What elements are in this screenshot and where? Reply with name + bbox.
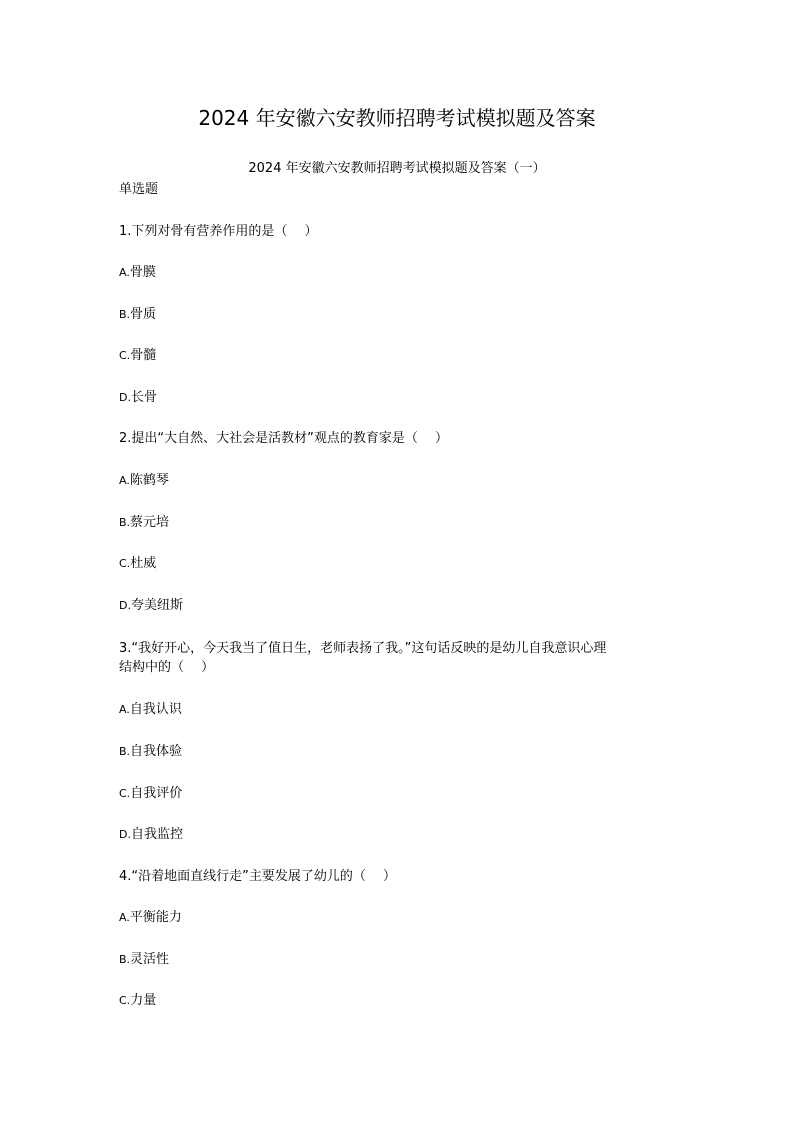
option-text: 陈鹤琴 [129, 473, 169, 488]
question-4-option-a [119, 909, 182, 927]
option-letter: D. [119, 828, 131, 841]
option-letter: A. [119, 266, 130, 279]
option-text: 平衡能力 [129, 910, 182, 925]
question-2-stem: 2.提出“大自然、大社会是活教材”观点的教育家是（ ） [119, 431, 449, 446]
question-3-option-b [119, 743, 182, 761]
question-1-option-b [119, 306, 156, 324]
option-letter: C. [119, 349, 131, 362]
option-text: 杜威 [130, 556, 157, 571]
option-text: 蔡元培 [130, 515, 170, 530]
option-letter: C. [119, 787, 131, 800]
question-2-option-c [119, 555, 156, 573]
document-title: 2024 年安徽六安教师招聘考试模拟题及答案 [198, 106, 596, 130]
option-letter: B. [119, 308, 131, 321]
option-text: 骨髓 [130, 348, 157, 363]
option-text: 骨质 [130, 307, 157, 322]
question-2-option-a [119, 472, 169, 490]
question-4-option-b [119, 951, 169, 969]
question-3-stem-line-1: 3.“我好开心，今天我当了值日生，老师表扬了我。”这句话反映的是幼儿自我意识心理 [119, 641, 607, 656]
question-3-option-c [119, 785, 182, 803]
question-4-option-c [119, 992, 156, 1010]
question-3-stem-line-2: 结构中的（ ） [119, 660, 215, 675]
option-text: 骨膜 [129, 265, 156, 280]
option-letter: B. [119, 953, 131, 966]
question-1-option-a [119, 264, 156, 282]
question-2-option-d [119, 597, 183, 615]
option-letter: A. [119, 911, 130, 924]
option-text: 夸美纽斯 [130, 598, 183, 613]
question-3-option-a [119, 701, 182, 719]
section-label: 单选题 [119, 182, 159, 197]
option-text: 灵活性 [130, 952, 170, 967]
document-subtitle: 2024 年安徽六安教师招聘考试模拟题及答案（一） [248, 161, 546, 176]
question-1-option-d [119, 389, 157, 407]
option-text: 自我体验 [130, 744, 183, 759]
option-letter: B. [119, 745, 131, 758]
question-3-option-d [119, 826, 183, 844]
option-letter: A. [119, 474, 130, 487]
option-letter: D. [119, 599, 131, 612]
option-letter: B. [119, 516, 131, 529]
option-letter: C. [119, 994, 131, 1007]
option-text: 力量 [130, 993, 157, 1008]
question-1-option-c [119, 347, 156, 365]
option-text: 自我监控 [130, 827, 183, 842]
option-letter: D. [119, 391, 131, 404]
option-text: 自我评价 [130, 786, 183, 801]
question-1-stem: 1.下列对骨有营养作用的是（ ） [119, 224, 318, 239]
option-letter: C. [119, 557, 131, 570]
option-text: 长骨 [130, 390, 157, 405]
question-2-option-b [119, 514, 169, 532]
option-letter: A. [119, 703, 130, 716]
option-text: 自我认识 [129, 702, 182, 717]
question-4-stem: 4.“沿着地面直线行走”主要发展了幼儿的（ ） [119, 869, 397, 884]
